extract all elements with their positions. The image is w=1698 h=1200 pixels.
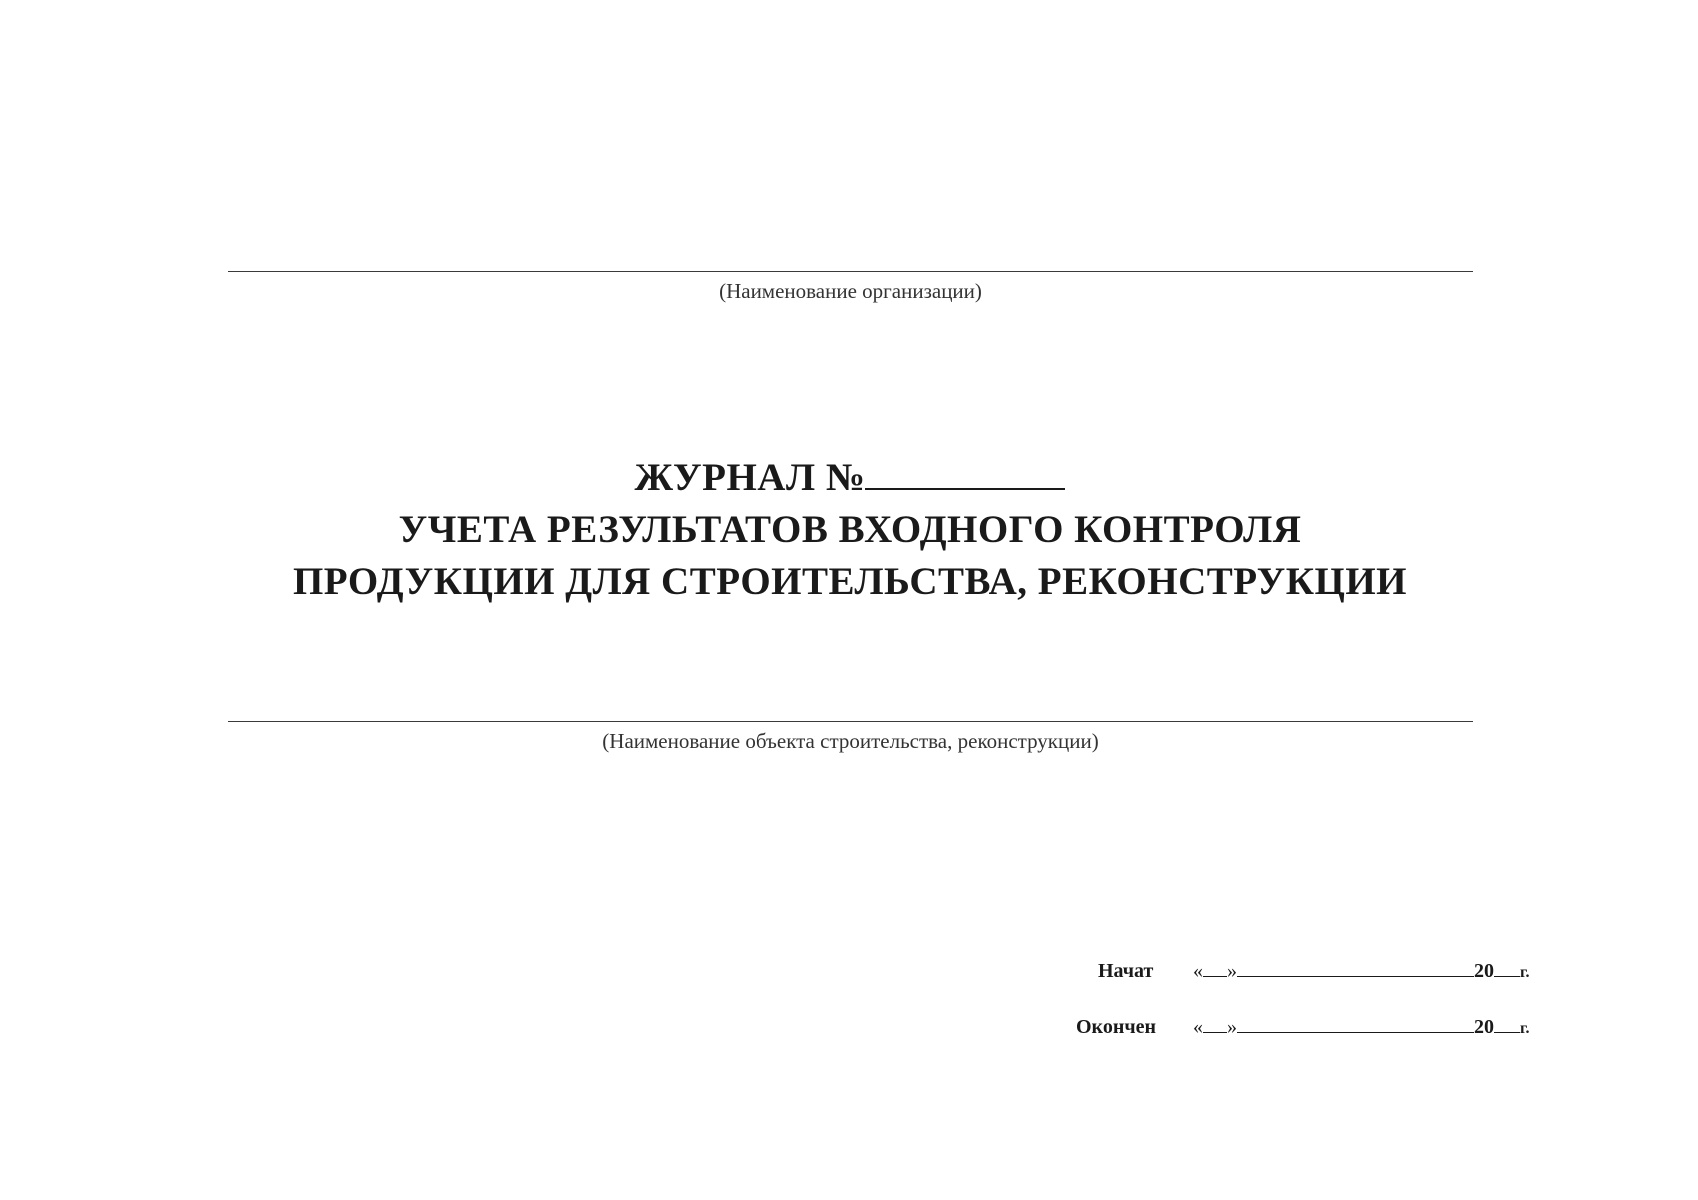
finished-year-blank: [1494, 1014, 1520, 1033]
journal-title-line-3: ПРОДУКЦИИ ДЛЯ СТРОИТЕЛЬСТВА, РЕКОНСТРУКЦИИ: [292, 560, 1408, 603]
object-name-line: [228, 721, 1473, 722]
started-day-blank: [1203, 958, 1227, 977]
finished-close-quote: »: [1227, 1016, 1237, 1038]
finished-century: 20: [1474, 1016, 1494, 1038]
started-close-quote: »: [1227, 960, 1237, 982]
started-year-blank: [1494, 958, 1520, 977]
started-date-row: [1070, 958, 1570, 983]
organization-caption: (Наименование организации): [719, 279, 982, 303]
finished-open-quote: «: [1193, 1016, 1203, 1038]
started-century: 20: [1474, 960, 1494, 982]
started-year-suffix: г.: [1520, 964, 1530, 981]
object-caption: (Наименование объекта строительства, реконструкции): [602, 729, 1099, 753]
finished-day-blank: [1203, 1014, 1227, 1033]
started-label: Начат: [1098, 960, 1154, 982]
journal-title-line-1: [150, 452, 1550, 504]
journal-title: [150, 452, 1550, 608]
finished-month-blank: [1237, 1014, 1474, 1033]
journal-number-label: ЖУРНАЛ №: [634, 456, 866, 499]
finished-label: Окончен: [1076, 1016, 1157, 1038]
organization-name-line: [228, 271, 1473, 272]
journal-number-blank: [865, 454, 1065, 490]
finished-year-suffix: г.: [1520, 1020, 1530, 1037]
started-month-blank: [1237, 958, 1474, 977]
finished-date-row: [1070, 1014, 1570, 1039]
journal-title-line-2: УЧЕТА РЕЗУЛЬТАТОВ ВХОДНОГО КОНТРОЛЯ: [398, 508, 1302, 551]
started-open-quote: «: [1193, 960, 1203, 982]
